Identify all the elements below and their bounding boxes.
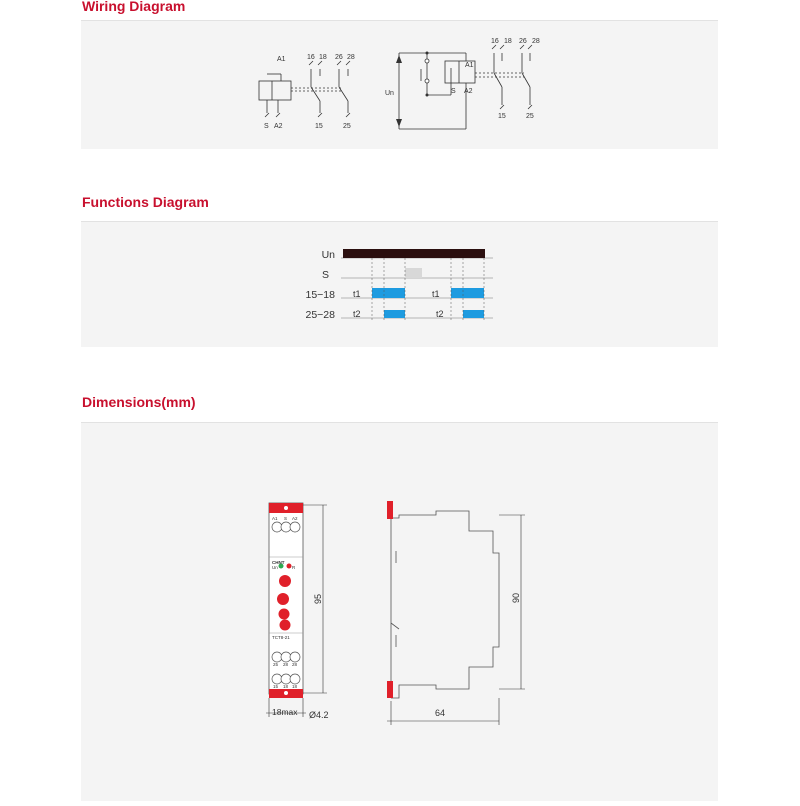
wiring-right-a2-label: A2 — [464, 88, 473, 95]
wiring-left-15-label: 15 — [315, 123, 323, 130]
wiring-diagram — [81, 21, 718, 149]
wiring-left-a1-label: A1 — [277, 56, 286, 63]
wiring-right-a1-label: A1 — [465, 62, 474, 69]
front-a2-label: A2 — [292, 516, 298, 521]
front-bot-label-1: 15 — [273, 684, 279, 689]
functions-diagram — [81, 222, 718, 347]
functions-t1-label-1: t1 — [353, 289, 361, 299]
functions-row-s-label: S — [321, 269, 329, 281]
front-brand-label: CHNT — [272, 560, 285, 565]
front-view — [266, 503, 329, 720]
functions-s-pulse — [405, 268, 422, 278]
wiring-left-26-label: 26 — [335, 54, 343, 61]
wiring-right-18-label: 18 — [504, 38, 512, 45]
wiring-left-28-label: 28 — [347, 54, 355, 61]
functions-diagram-heading: Functions Diagram — [82, 194, 209, 210]
front-model-label: TCT8-21 — [272, 635, 290, 640]
wiring-left-18-label: 18 — [319, 54, 327, 61]
wiring-diagram-heading: Wiring Diagram — [82, 0, 186, 14]
front-a1-label: A1 — [272, 516, 278, 521]
front-mid-label-3: 28 — [292, 662, 298, 667]
functions-row-15-18-label: 15−18 — [305, 289, 335, 301]
functions-t2-label-1: t2 — [353, 309, 361, 319]
functions-un-bar — [343, 249, 485, 258]
wiring-right-15-label: 15 — [498, 113, 506, 120]
functions-diagram-panel — [81, 221, 718, 347]
wiring-right-26-label: 26 — [519, 38, 527, 45]
functions-row-25-28-label: 25−28 — [305, 309, 335, 321]
wiring-right-28-label: 28 — [532, 38, 540, 45]
functions-t1-label-2: t1 — [432, 289, 440, 299]
front-mid-label-1: 25 — [273, 662, 279, 667]
front-bot-label-3: 18 — [292, 684, 298, 689]
dimensions-heading: Dimensions(mm) — [82, 394, 196, 410]
wiring-diagram-panel — [81, 20, 718, 149]
wiring-left-s-label: S — [264, 123, 269, 130]
side-height-label: 90 — [511, 592, 521, 604]
functions-25-28-pulse-2 — [463, 310, 484, 318]
wiring-right-25-label: 25 — [526, 113, 534, 120]
front-hole-label: Ø4.2 — [309, 710, 329, 720]
functions-t2-label-2: t2 — [436, 309, 444, 319]
wiring-right-un-label: Un — [385, 90, 394, 97]
front-r-label: R — [292, 565, 296, 570]
functions-row-un-label: Un — [321, 249, 335, 261]
wiring-right-s-label: S — [451, 88, 456, 95]
front-width-label: 18max — [272, 707, 298, 717]
side-depth-label: 64 — [435, 708, 446, 718]
front-bot-label-2: 18 — [283, 684, 289, 689]
front-mid-label-2: 28 — [283, 662, 289, 667]
wiring-right-16-label: 16 — [491, 38, 499, 45]
wiring-left-25-label: 25 — [343, 123, 351, 130]
front-un-label: Un — [272, 565, 278, 570]
dimensions-panel — [81, 422, 718, 801]
wiring-left-16-label: 16 — [307, 54, 315, 61]
functions-25-28-pulse-1 — [384, 310, 405, 318]
functions-15-18-pulse-2 — [451, 288, 484, 298]
front-s-label: S — [284, 516, 288, 521]
wiring-left-a2-label: A2 — [274, 123, 283, 130]
front-height-label: 95 — [313, 593, 323, 605]
side-view — [387, 501, 525, 725]
dimensions-diagram — [81, 423, 718, 801]
functions-15-18-pulse-1 — [372, 288, 405, 298]
